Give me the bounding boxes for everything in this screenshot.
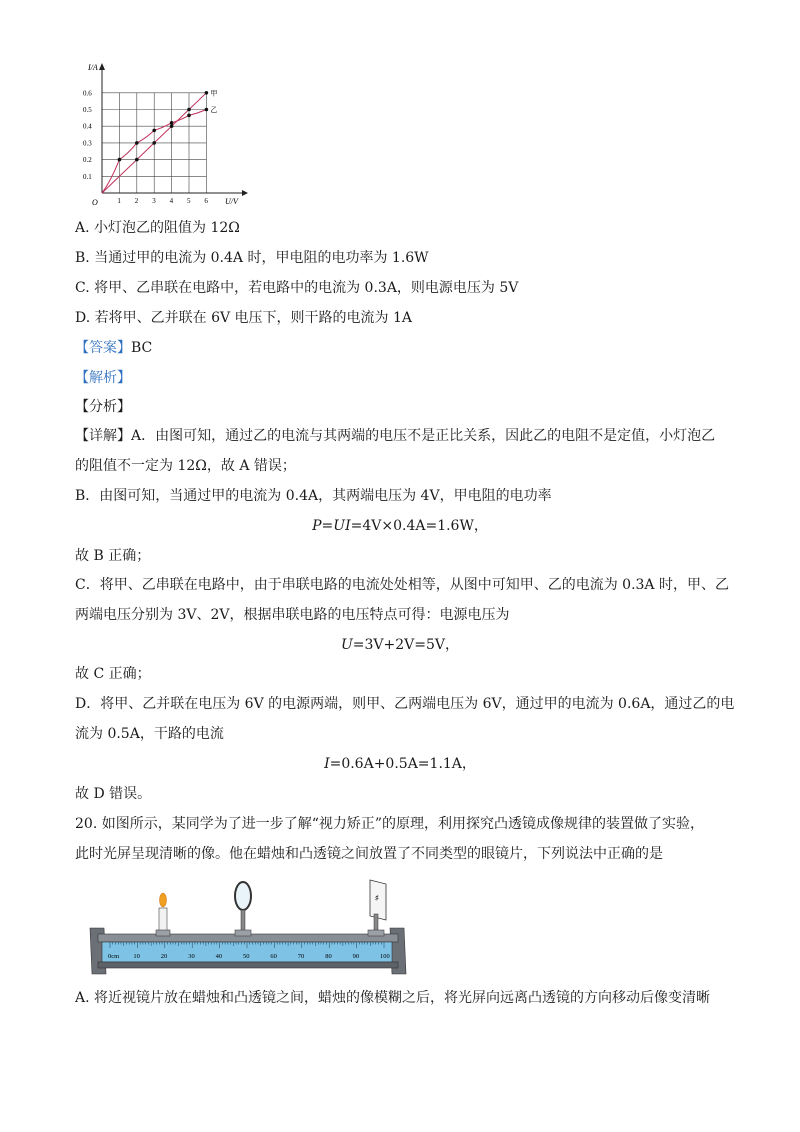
series-label-jia: 甲 — [210, 89, 218, 98]
data-point-yi — [187, 114, 191, 118]
bench-label: 90 — [352, 953, 360, 960]
option-d: D. 若将甲、乙并联在 6V 电压下，则干路的电流为 1A — [75, 310, 413, 326]
detail-c-line2: 两端电压分别为 3V、2V，根据串联电路的电压特点可得：电源电压为 — [75, 607, 510, 623]
formula-power-var: P=UI — [312, 518, 351, 534]
bench-label: 30 — [188, 953, 195, 960]
detail-b-line1: B．由图可知，当通过甲的电流为 0.4A，其两端电压为 4V，甲电阻的电功率 — [75, 488, 552, 504]
bench-label: 40 — [215, 953, 223, 960]
detail-c-conclusion: 故 C 正确； — [75, 666, 151, 682]
series-label-yi: 乙 — [210, 106, 218, 114]
formula-current-var: I — [324, 756, 330, 772]
y-axis-label: I/A — [88, 63, 98, 72]
y-tick-label: 0.4 — [83, 122, 92, 131]
data-point-yi — [118, 158, 122, 162]
formula-voltage-rest: =3V+2V=5V， — [352, 637, 460, 653]
formula-power — [0, 516, 800, 536]
iu-graph — [80, 60, 250, 210]
bench-label: 0cm — [108, 953, 120, 960]
x-tick-label: 6 — [204, 197, 208, 205]
detail-d-conclusion: 故 D 错误。 — [75, 786, 152, 802]
answer-tag: 【答案】 — [75, 340, 131, 356]
data-point-jia — [152, 141, 156, 145]
data-point-yi — [205, 108, 209, 112]
detail-b-conclusion: 故 B 正确； — [75, 548, 151, 564]
x-tick-label: 2 — [134, 197, 139, 205]
data-point-jia — [135, 158, 139, 162]
formula-voltage-var: U — [340, 637, 353, 653]
option-b: B. 当通过甲的电流为 0.4A 时，甲电阻的电功率为 1.6W — [75, 250, 429, 266]
answer-line — [75, 338, 152, 358]
y-tick-label: 0.2 — [83, 156, 92, 165]
y-axis-arrow — [99, 63, 105, 70]
detail-c-line1: C．将甲、乙串联在电路中，由于串联电路的电流处处相等，从图中可知甲、乙的电流为 0.3A 时，甲、乙 — [75, 577, 729, 593]
bench-label: 70 — [297, 953, 305, 960]
x-tick-label: 1 — [117, 197, 121, 205]
candle — [156, 893, 170, 936]
bench-label: 10 — [133, 953, 140, 960]
y-tick-label: 0.5 — [83, 106, 92, 114]
y-tick-label: 0.3 — [83, 139, 92, 148]
detail-tag: 【详解】 — [75, 428, 131, 444]
bench-label: 80 — [325, 953, 332, 960]
x-axis-arrow — [242, 190, 248, 196]
x-tick-label: 5 — [187, 197, 191, 205]
bench-label: 20 — [160, 953, 168, 960]
x-axis-label: U/V — [225, 197, 238, 206]
origin-label: O — [92, 198, 98, 207]
q20-line2: 此时光屏呈现清晰的像。他在蜡烛和凸透镜之间放置了不同类型的眼镜片，下列说法中正确的是 — [75, 846, 663, 862]
formula-voltage — [0, 635, 800, 655]
y-tick-label: 0.1 — [83, 172, 92, 181]
option-c: C. 将甲、乙串联在电路中，若电路中的电流为 0.3A，则电源电压为 5V — [75, 280, 519, 296]
detail-a-text1: A．由图可知，通过乙的电流与其两端的电压不是正比关系，因此乙的电阻不是定值，小灯泡乙 — [131, 428, 716, 444]
detail-d-line1: D．将甲、乙并联在电压为 6V 的电源两端，则甲、乙两端电压为 6V，通过甲的电流为 0.6A，通过乙的电 — [75, 696, 735, 712]
data-point-yi — [170, 121, 174, 125]
convex-lens — [235, 882, 251, 936]
svg-text:♯: ♯ — [375, 894, 379, 902]
fenxi-tag: 【分析】 — [75, 399, 131, 415]
detail-a-line2: 的阻值不一定为 12Ω，故 A 错误； — [75, 458, 296, 474]
optical-bench-figure — [88, 878, 418, 978]
y-tick-label: 0.6 — [83, 89, 92, 98]
x-tick-label: 3 — [152, 197, 156, 205]
data-point-jia — [205, 91, 209, 95]
bench-label: 60 — [270, 953, 277, 960]
q20-option-a: A. 将近视镜片放在蜡烛和凸透镜之间，蜡烛的像模糊之后，将光屏向远离凸透镜的方向移动后像变清晰 — [75, 990, 711, 1006]
formula-power-rest: =4V×0.4A=1.6W， — [350, 518, 488, 534]
bench-rail-bottom — [98, 962, 398, 968]
x-tick-label: 4 — [169, 197, 174, 205]
data-point-yi — [135, 141, 139, 145]
light-screen — [368, 880, 386, 936]
option-a: A. 小灯泡乙的阻值为 12Ω — [75, 220, 240, 236]
formula-current-rest: =0.6A+0.5A=1.1A， — [329, 756, 476, 772]
data-point-jia — [187, 108, 191, 112]
formula-current — [0, 754, 800, 774]
analysis-tag: 【解析】 — [75, 370, 131, 386]
bench-label: 50 — [243, 953, 250, 960]
data-point-jia — [170, 124, 174, 128]
q20-line1: 20. 如图所示，某同学为了进一步了解“视力矫正”的原理，利用探究凸透镜成像规律的装置做了实验， — [75, 816, 705, 832]
answer-value: BC — [131, 340, 153, 356]
detail-d-line2: 流为 0.5A，干路的电流 — [75, 726, 224, 742]
detail-a-line1 — [75, 426, 715, 446]
bench-label: 100 — [380, 953, 390, 960]
data-point-yi — [152, 129, 156, 133]
candle-flame-icon — [160, 893, 167, 907]
